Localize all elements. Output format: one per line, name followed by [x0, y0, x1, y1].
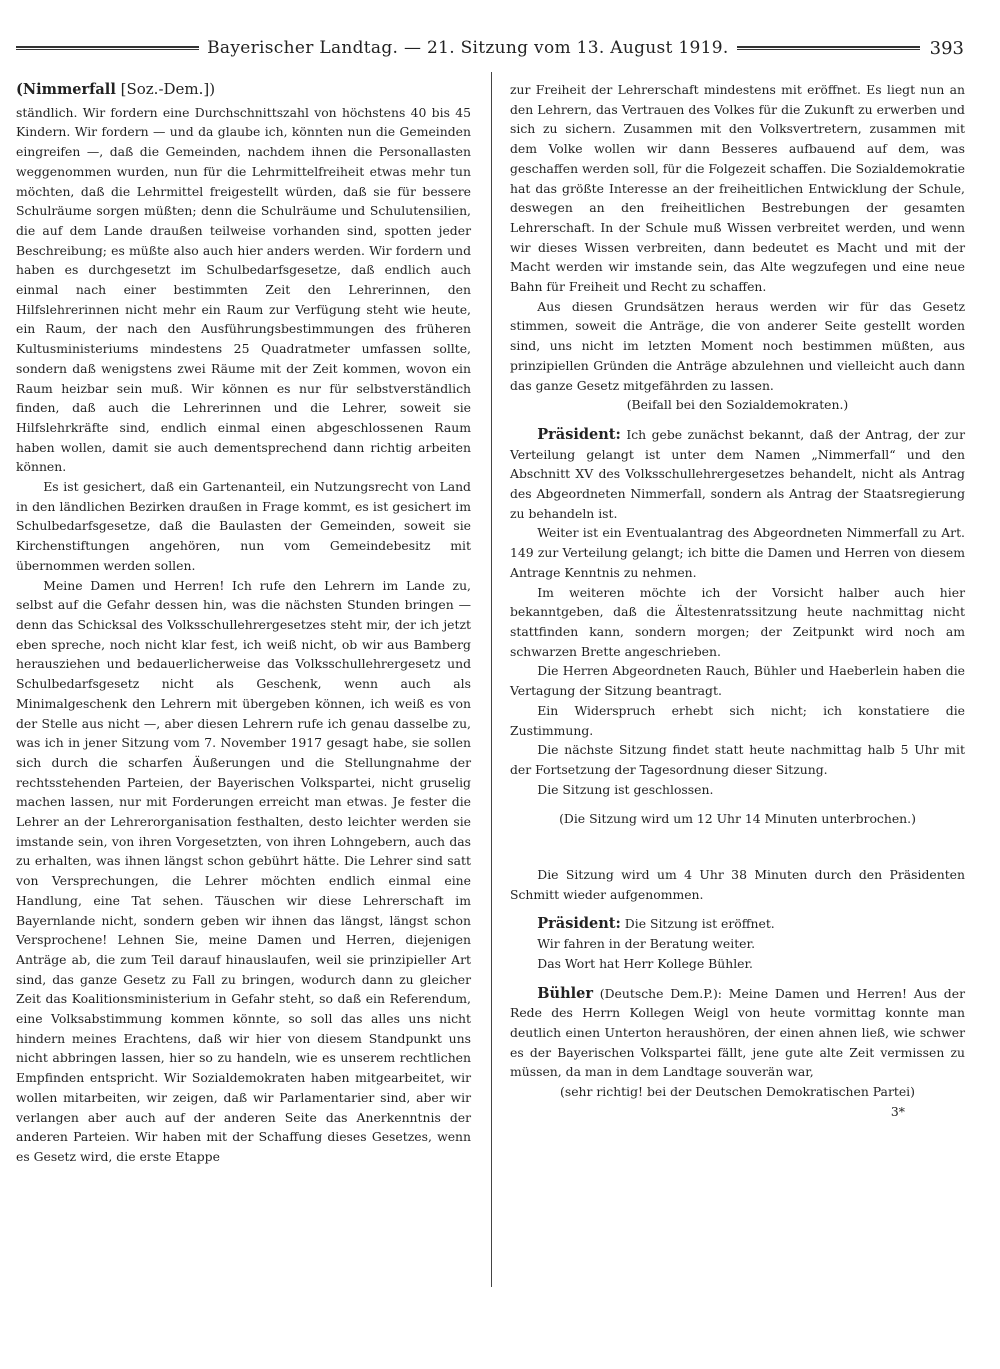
statement-text: Meine Damen und Herren! Aus der Rede des Herrn Kollegen Weigl von heute vormittag konnte man deutlich einen Unterton heraushören, der einen ahnen ließ, wie schwer es der Bayerischen Volkspartei fällt, jene gute alte Zeit vermissen zu müssen, da man in dem Landtage souverän war,: [510, 985, 965, 1080]
buehler-statement: [510, 984, 965, 1083]
left-column: [16, 80, 471, 1167]
paragraph: ständlich. Wir fordern eine Durchschnittszahl von höchstens 40 bis 45 Kindern. Wir fordern — und da glaube ich, könnten nun die Gemeinden eingreifen —, daß die Gemeinden, nachdem ihnen die Personallasten weggenommen wurden, nun für die Lehrmittelfreiheit etwas mehr tun möchten, daß die Lehrmittel freigestellt würden, daß sie für bessere Schulräume sorgen müßten; denn die Schulräume und Schulutensilien, die auf dem Lande draußen teilweise vorhanden sind, spotten jeder Beschreibung; es müßte also auch hier anders werden. Wir fordern und haben es durchgesetzt im Schulbedarfsgesetze, daß endlich auch einmal nach einer bestimmten Zeit den Lehrerinnen, den Hilfslehrerinnen nicht mehr ein Raum zur Verfügung steht wie heute, ein Raum, der nach den Ausführungsbestimmungen des früheren Kultusministeriums mindestens 25 Quadratmeter umfassen sollte, sondern daß wenigstens zwei Räume mit der Zeit kommen, wovon ein Raum heizbar sein muß. Wir können es nur für selbstverständlich finden, daß auch die Lehrerinnen und die Lehrer, soweit sie Hilfslehrkräfte sind, endlich einmal einen abgeschlossenen Raum haben wollen, damit sie auch dementsprechend dann richtig arbeiten können.: [16, 104, 471, 475]
paragraph: Es ist gesichert, daß ein Gartenanteil, ein Nutzungsrecht von Land in den ländlichen Bezirken draußen in Frage kommt, es ist gesichert im Schulbedarfsgesetze, daß die Baulasten der Gemeinden, soweit sie Kirchenstiftungen angehören, nun vom Gemeindebesitz mit übernommen werden sollen.: [16, 479, 471, 573]
paragraph: Ein Widerspruch erhebt sich nicht; ich konstatiere die Zustimmung.: [510, 702, 965, 738]
applause-note: (Beifall bei den Sozialdemokraten.): [626, 397, 849, 413]
president-statement: [510, 914, 965, 934]
speaker-name: (Nimmerfall: [16, 81, 116, 98]
paragraph: Das Wort hat Herr Kollege Bühler.: [537, 955, 753, 971]
header-title: Bayerischer Landtag. — 21. Sitzung vom 13. August 1919.: [207, 38, 729, 58]
paragraph: zur Freiheit der Lehrerschaft mindestens mit eröffnet. Es liegt nun an den Lehrern, das Vertrauen des Volkes für die Zukunft zu erwerben und sich zu sichern. Zusammen mit den Volksvertretern, zusammen mit dem Volke wollen wir dann Besseres aufbauend auf dem, was geschaffen werden soll, für die Folgezeit schaffen. Die Sozialdemokratie hat das größte Interesse an der freiheitlichen Entwicklung der Schule, deswegen an den freiheitlichen Bestrebungen der gesamten Lehrerschaft. In der Schule muß Wissen verbreitet werden, und wenn wir dieses Wissen verbreiten, dann bedeutet es Macht und mit der Macht werden wir imstande sein, das Alte wegzufegen und eine neue Bahn für Freiheit und Recht zu schaffen.: [510, 82, 965, 295]
statement-text: Die Sitzung ist eröffnet.: [624, 916, 775, 932]
speaker-heading: [16, 80, 471, 100]
resumption-note: Die Sitzung wird um 4 Uhr 38 Minuten durch den Präsidenten Schmitt wieder aufgenommen.: [510, 867, 965, 902]
president-statement: [510, 425, 965, 524]
paragraph: Die Sitzung ist geschlossen.: [537, 781, 714, 797]
interruption-note: (Die Sitzung wird um 12 Uhr 14 Minuten unterbrochen.): [559, 811, 916, 827]
paragraph: Wir fahren in der Beratung weiter.: [537, 936, 756, 952]
paragraph: Weiter ist ein Eventualantrag des Abgeordneten Nimmerfall zu Art. 149 zur Verteilung gelangt; ich bitte die Damen und Herren von diesem Antrage Kenntnis zu nehmen.: [510, 525, 965, 580]
column-divider: [491, 72, 492, 1287]
statement-text: Ich gebe zunächst bekannt, daß der Antrag, der zur Verteilung gelangt ist unter dem Namen „Nimmerfall“ und den Abschnitt XV des Volksschullehrergesetzes behandelt, nicht als Antrag des Abgeordneten Nimmerfall, sondern als Antrag der Staatsregierung zu behandeln ist.: [510, 426, 965, 521]
running-header: [16, 33, 964, 63]
speaker-name: Präsident:: [537, 915, 621, 933]
reaction-note: (sehr richtig! bei der Deutschen Demokratischen Partei): [560, 1084, 915, 1100]
paragraph: Die nächste Sitzung findet statt heute nachmittag halb 5 Uhr mit der Fortsetzung der Tagesordnung dieser Sitzung.: [510, 742, 965, 777]
page-number: 393: [929, 37, 965, 59]
speaker-party: (Deutsche Dem.P.):: [599, 985, 722, 1001]
speaker-name: Präsident:: [537, 425, 621, 443]
paragraph: Meine Damen und Herren! Ich rufe den Lehrern im Lande zu, selbst auf die Gefahr dessen hin, was die nächsten Stunden bringen — denn das Schicksal des Volksschullehrergesetzes steht mir, der ich jetzt eben spreche, noch nicht klar fest, ich weiß nicht, ob wir aus Bamberg herausziehen und bedauerlicherweise das Volksschullehrergesetz und Schulbedarfsgesetz nicht als Geschenk, wenn auch als Minimalgeschenk den Lehrern mit übergeben können, ich weiß es von der Stelle aus nicht —, aber diesen Lehrern rufe ich genau dasselbe zu, was ich in jener Sitzung vom 7. November 1917 gesagt habe, sie sollen sich durch die scharfen Äußerungen und die Stellungnahme der rechtsstehenden Parteien, der Bayerischen Volkspartei, nicht gruselig machen lassen, nur mit Forderungen erreicht man etwas. Je fester die Lehrer an der Lehrerorganisation festhalten, desto leichter werden sie imstande sein, von ihren Vorgesetzten, von ihren Lohngebern, auch das zu erhalten, was ihnen längst schon gebührt hätte. Die Lehrer sind satt von Versprechungen, die Lehrer möchten endlich einmal eine Handlung, eine Tat sehen. Täuschen wir diese Lehrerschaft im Bayernlande nicht, sondern geben wir ihnen das längst, längst schon Versprochene! Lehnen Sie, meine Damen und Herren, diejenigen Anträge ab, die zum Teil darauf hinauslaufen, weil sie prinzipieller Art sind, das ganze Gesetz zu Fall zu bringen, wodurch dann zu gleicher Zeit das Koalitionsministerium in Gefahr steht, so daß ein Referendum, eine Volksabstimmung kommen könnte, so soll das alles uns nicht hindern meines Erachtens, daß wir hier von diesem Standpunkt uns nicht abbringen lassen, hier so zu handeln, wie es unserem rechtlichen Empfinden entspricht. Wir Sozialdemokraten haben mitgearbeitet, wir wollen mitarbeiten, wir zeigen, daß wir Parlamentarier sind, aber wir verlangen aber auch auf der anderen Seite das Anerkenntnis der anderen Parteien. Wir haben mit der Schaffung dieses Gesetzes, wenn es Gesetz wird, die erste Etappe: [16, 577, 471, 1164]
signature-mark: 3*: [890, 1103, 905, 1119]
paragraph: Die Herren Abgeordneten Rauch, Bühler und Haeberlein haben die Vertagung der Sitzung beantragt.: [510, 663, 965, 699]
speaker-name: Bühler: [537, 984, 593, 1002]
header-rule-right: [737, 46, 920, 50]
paragraph: Im weiteren möchte ich der Vorsicht halber auch hier bekanntgeben, daß die Ältestenratssitzung heute nachmittag nicht stattfinden kann, sondern morgen; der Zeitpunkt wird noch am schwarzen Brette angeschrieben.: [510, 584, 965, 659]
speaker-party: [Soz.-Dem.]): [120, 80, 216, 98]
paragraph: Aus diesen Grundsätzen heraus werden wir für das Gesetz stimmen, soweit die Anträge, die von anderer Seite gestellt worden sind, uns nicht im letzten Moment noch bestimmen müßten, aus prinzipiellen Gründen die Anträge abzulehnen und vielleicht auch dann das ganze Gesetz mitgefährden zu lassen.: [510, 298, 965, 393]
header-rule-left: [16, 46, 199, 50]
right-column: [510, 80, 965, 1121]
